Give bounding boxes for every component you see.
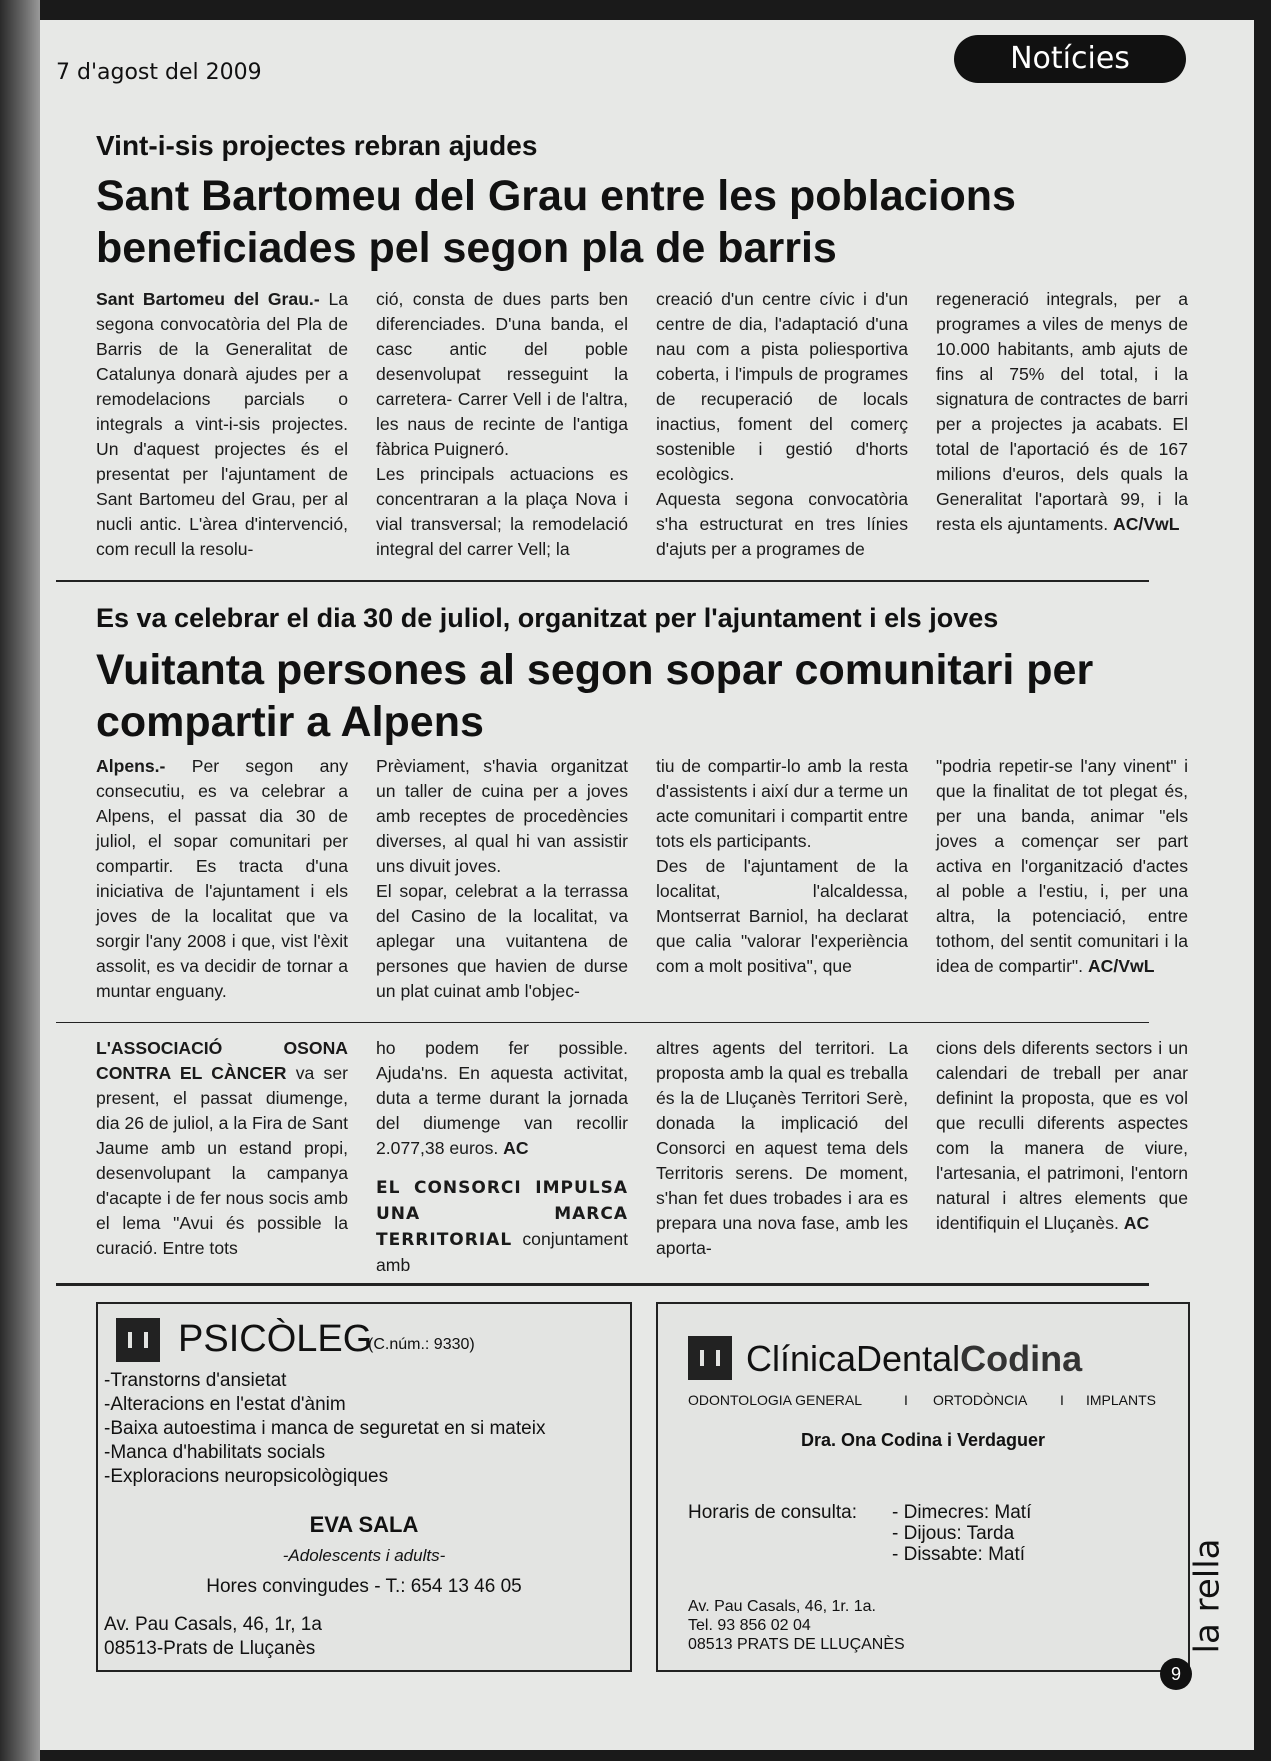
ad2-brand-a: ClínicaDental [746,1338,961,1379]
ad2-brand-b: Codina [960,1338,1083,1379]
article2-col4-text: "podria repetir-se l'any vinent" i que la finalitat de tot plegat és, per una banda, animar "els joves a començar ser part activa en l'organització d'actes al poble a l'estiu, i, per una altra, la potenciació, entre tothom, del sentit comunitari i la idea de compartir". [936,756,1188,976]
article1-col3-para1: creació d'un centre cívic i d'un centre de dia, l'adaptació d'una nau com a pista poliesportiva coberta, i l'impuls de programes de recuperació de locals inactius, foment del comerç sostenible i gestió d'horts ecològics. [656,289,908,484]
issue-date: 7 d'agost del 2009 [56,60,262,85]
section-badge: Notícies [954,35,1186,83]
article2-col4 [936,754,1188,979]
brief2-col4 [936,1036,1188,1236]
brief1-lead: L'ASSOCIACIÓ OSONA CONTRA EL CÀNCER [96,1038,348,1083]
ad2-hours-item: - Dijous: Tarda [892,1523,1015,1544]
article1-lead: Sant Bartomeu del Grau.- [96,289,320,309]
page-number: 9 [1160,1658,1192,1690]
article1-col2-para1: ció, consta de dues parts ben diferenciades. D'una banda, el casc antic del poble desenvolupat resseguint la carretera- Carrer Vell i de l'altra, les naus de recinte de l'antiga fàbrica Puigneró. [376,289,628,459]
ad2-hours-label: Horaris de consulta: [688,1502,857,1523]
ad1-item: -Exploracions neuropsicològiques [104,1466,389,1487]
article2-col2-para2: El sopar, celebrat a la terrassa del Casino de la localitat, va aplegar una vuitantena de persones que havien de durse un plat cuinat amb l'objec- [376,881,628,1001]
article1-col2 [376,287,628,562]
ad2-hours-item: - Dissabte: Matí [892,1544,1026,1565]
article2-col1 [96,754,348,1004]
article2-col1-text: Per segon any consecutiu, es va celebrar a Alpens, el passat dia 30 de juliol, el sopar comunitari per compartir. Es tracta d'una iniciativa de l'ajuntament i els joves de la localitat que va sorgir l'any 2008 i que, vist l'èxit assolit, es va decidir de tornar a muntar enguany. [96,756,348,1001]
article2-col3 [656,754,908,979]
article1-kicker: Vint-i-sis projectes rebran ajudes [96,130,538,161]
brief2-text-start: conjuntament amb [376,1229,628,1275]
article1-col4 [936,287,1188,537]
psychologist-ad [96,1302,632,1672]
brief2-text: altres agents del territori. La proposta amb la qual es treballa és la de Lluçanès Territori Serè, donada la implicació del Consorci en aquest tema dels Territoris serens. De moment, s'han fet dues trobades i ara es prepara una nova fase, amb les aporta- [656,1038,908,1258]
ad2-separator: I [904,1392,908,1408]
ad1-item: -Transtorns d'ansietat [104,1370,287,1391]
article1-col4-text: regeneració integrals, per a programes a viles de menys de 10.000 habitants, amb ajuts de fins al 75% del total, i la signatura de contractes de barri per a projectes ja acabats. El total de l'aportació és de 167 milions d'euros, dels quals la Generalitat l'aportarà 99, i la resta els ajuntaments. [936,289,1188,534]
ad1-name: EVA SALA [309,1512,419,1537]
article1-col2-para2: Les principals actuacions es concentraran a la plaça Nova i vial transversal; la remodelació integral del carrer Vell; la [376,464,628,559]
article1-headline: Sant Bartomeu del Grau entre les poblacions beneficiades pel segon pla de barris [96,172,1016,272]
ad1-audience: -Adolescents i adults- [282,1546,446,1565]
brief1-signature: AC [503,1138,529,1158]
ad1-title: PSICÒLEG [178,1318,373,1360]
dental-clinic-ad [656,1302,1190,1672]
divider [56,580,1149,582]
ad1-postcode: 08513-Prats de Lluçanès [104,1638,316,1659]
article1-col1-text: La segona convocatòria del Pla de Barris de la Generalitat de Catalunya donarà ajudes per a remodelacions parcials o integrals a vint-i-sis projectes. Un d'aquest projectes és el presentat per l'ajuntament de Sant Bartomeu del Grau, per al nucli antic. L'àrea d'intervenció, com recull la resolu- [96,289,349,559]
ad2-phone: Tel. 93 856 02 04 [688,1617,811,1634]
ad1-item: -Manca d'habilitats socials [104,1442,326,1463]
publication-label: la rella [1187,1538,1228,1654]
ad1-item: -Baixa autoestima i manca de seguretat en si mateix [104,1418,546,1439]
article2-col3-para2: Des de l'ajuntament de la localitat, l'alcaldessa, Montserrat Barniol, ha declarat que calia "valorar l'experiència com a molt positiva", que [656,856,908,976]
brief2-signature: AC [1123,1213,1150,1233]
article2-kicker: Es va celebrar el dia 30 de juliol, organitzat per l'ajuntament i els joves [96,603,999,633]
brief2-lead: EL CONSORCI IMPULSA UNA MARCA TERRITORIAL [376,1178,628,1250]
magazine-spine [0,0,40,1761]
ad1-address: Av. Pau Casals, 46, 1r, 1a [104,1614,322,1635]
ad2-brand [746,1338,1082,1380]
ad2-service: IMPLANTS [1086,1392,1157,1408]
ad2-separator: I [1060,1392,1064,1408]
ad2-service: ORTODÒNCIA [933,1392,1028,1408]
ad1-hours: Hores convingudes - T.: 654 13 46 05 [206,1576,522,1597]
ad1-registration: (C.núm.: 9330) [368,1336,475,1353]
ad2-doctor: Dra. Ona Codina i Verdaguer [800,1430,1046,1450]
article1-col3-para2: Aquesta segona convocatòria s'ha estructurat en tres línies d'ajuts per a programes de [656,489,908,559]
h-logo-icon [116,1318,160,1362]
ad2-hours-item: - Dimecres: Matí [892,1502,1032,1523]
brief-col2 [376,1036,628,1278]
ad2-service: ODONTOLOGIA GENERAL [688,1392,863,1408]
article1-col3 [656,287,908,562]
h-logo-icon [688,1336,732,1380]
article2-col2-para1: Prèviament, s'havia organitzat un taller de cuina per a joves amb receptes de procedències diverses, al qual hi van assistir uns divuit joves. [376,756,628,876]
brief2-text-end: cions dels diferents sectors i un calendari de treball per anar definint la proposta, que es vol que reculli diferents aspectes com la manera de viure, l'artesania, el patrimoni, l'entorn natural i altres elements que identifiquin el Lluçanès. [936,1038,1188,1233]
publication-name [1170,1538,1230,1654]
article2-headline: Vuitanta persones al segon sopar comunitari per compartir a Alpens [96,646,1094,746]
article2-signature: AC/VwL [1087,956,1155,976]
article1-col1 [96,287,348,562]
article2-col3-para1: tiu de compartir-lo amb la resta d'assistents i així dur a terme un acte comunitari i compartit entre tots els participants. [656,756,908,851]
brief2-col3 [656,1036,908,1261]
article2-lead: Alpens.- [96,756,166,776]
divider [56,1283,1149,1286]
ad2-address: Av. Pau Casals, 46, 1r. 1a. [688,1598,876,1615]
article1-signature: AC/VwL [1113,514,1180,534]
divider [56,1022,1149,1023]
article2-col2 [376,754,628,1004]
ad1-item: -Alteracions en l'estat d'ànim [104,1394,346,1415]
brief1-col1 [96,1036,348,1261]
brief1-text: va ser present, el passat diumenge, dia 26 de juliol, a la Fira de Sant Jaume amb un estand propi, desenvolupant la campanya d'acapte i de fer nous socis amb el lema "Avui és possible la curació. Entre tots [96,1063,348,1258]
ad2-postcode: 08513 PRATS DE LLUÇANÈS [688,1636,905,1653]
brief1-text-end: ho podem fer possible. Ajuda'ns. En aquesta activitat, duta a terme durant la jornada del diumenge van recollir 2.077,38 euros. [376,1038,628,1158]
